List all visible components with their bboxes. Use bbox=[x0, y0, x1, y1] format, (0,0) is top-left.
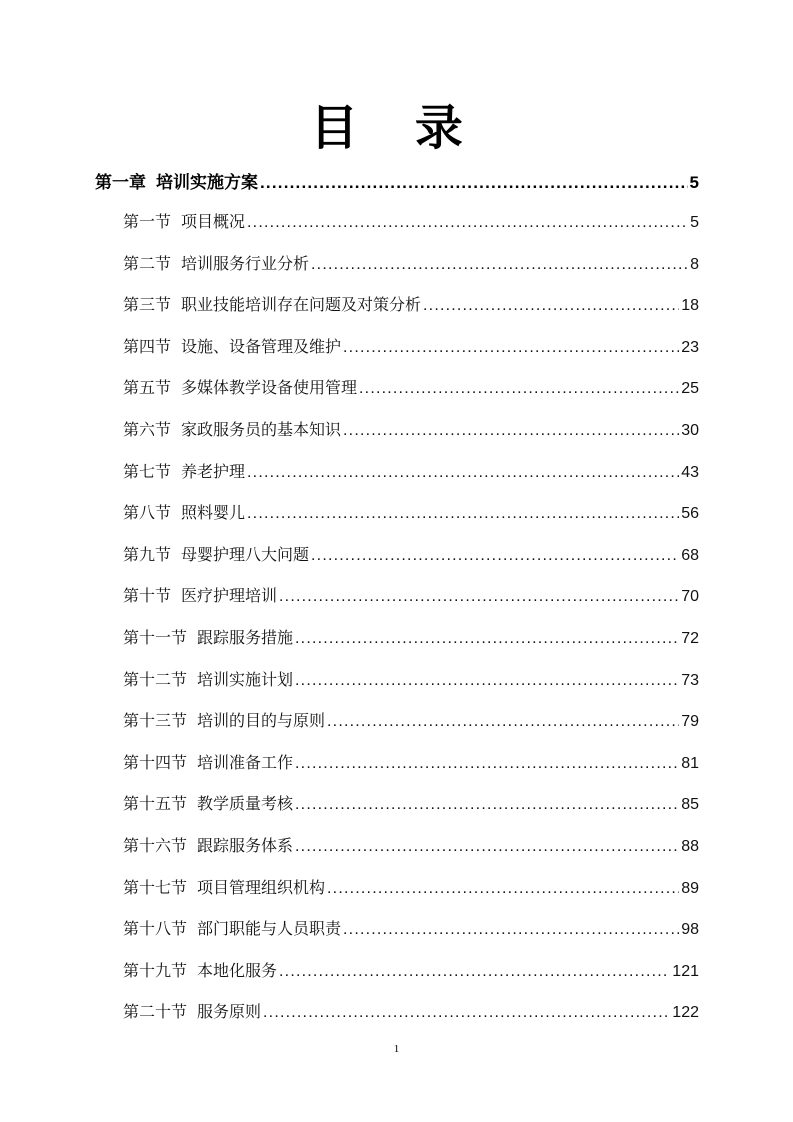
section-title: 项目管理组织机构 bbox=[197, 877, 326, 897]
page-number: 72 bbox=[681, 630, 699, 647]
page-number: 70 bbox=[681, 588, 699, 606]
section-title: 服务原则 bbox=[197, 1002, 262, 1022]
section-label bbox=[123, 999, 261, 1022]
leader-dots bbox=[343, 921, 679, 939]
leader-dots bbox=[279, 963, 670, 981]
page-number: 98 bbox=[681, 921, 699, 939]
section-title: 培训准备工作 bbox=[197, 752, 294, 772]
leader-dots bbox=[247, 214, 688, 232]
leader-dots bbox=[343, 422, 679, 440]
page-footer-number: 1 bbox=[393, 1043, 400, 1055]
section-label bbox=[123, 542, 309, 565]
toc-chapter-entry[interactable] bbox=[95, 168, 699, 193]
toc-section-entry[interactable] bbox=[123, 750, 699, 773]
page-number: 68 bbox=[681, 546, 699, 564]
leader-dots bbox=[260, 173, 688, 193]
page-number: 5 bbox=[690, 214, 699, 231]
toc-section-entry[interactable] bbox=[123, 459, 699, 482]
section-label bbox=[123, 708, 325, 731]
toc-section-entry[interactable] bbox=[123, 999, 699, 1022]
toc-section-entry[interactable] bbox=[123, 833, 699, 856]
toc-section-entry[interactable] bbox=[123, 875, 699, 898]
section-title: 家政服务员的基本知识 bbox=[181, 420, 342, 439]
section-title: 培训实施计划 bbox=[197, 669, 294, 689]
section-title: 部门职能与人员职责 bbox=[197, 919, 342, 939]
leader-dots bbox=[359, 380, 679, 398]
toc-section-entry[interactable] bbox=[123, 375, 699, 398]
section-title: 培训的目的与原则 bbox=[197, 711, 326, 731]
leader-dots bbox=[423, 297, 679, 315]
chapter-number: 第一章 bbox=[95, 173, 146, 193]
section-number: 第十四节 bbox=[123, 752, 188, 772]
section-number: 第四节 bbox=[123, 336, 172, 356]
page-number: 79 bbox=[681, 713, 699, 731]
section-number: 第十节 bbox=[123, 586, 172, 606]
section-number: 第十三节 bbox=[123, 711, 188, 731]
leader-dots bbox=[247, 505, 679, 523]
section-label bbox=[123, 459, 245, 482]
leader-dots bbox=[295, 796, 679, 814]
page-number: 23 bbox=[681, 338, 699, 356]
toc-section-entry[interactable] bbox=[123, 500, 699, 523]
section-title: 设施、设备管理及维护 bbox=[181, 336, 342, 356]
section-number: 第八节 bbox=[123, 503, 172, 523]
section-label bbox=[123, 292, 421, 315]
section-number: 第十八节 bbox=[123, 919, 188, 939]
section-number: 第七节 bbox=[123, 461, 172, 481]
leader-dots bbox=[279, 588, 679, 606]
section-label bbox=[123, 583, 277, 606]
toc-section-entry[interactable] bbox=[123, 958, 699, 981]
section-title: 母婴护理八大问题 bbox=[181, 544, 310, 564]
section-number: 第五节 bbox=[123, 378, 172, 398]
section-label bbox=[123, 750, 293, 773]
section-label bbox=[123, 334, 341, 357]
section-title: 跟踪服务措施 bbox=[197, 628, 294, 647]
section-number: 第十二节 bbox=[123, 669, 188, 689]
section-label bbox=[123, 209, 245, 232]
section-number: 第十六节 bbox=[123, 836, 188, 855]
page-number: 85 bbox=[681, 796, 699, 814]
section-label bbox=[123, 625, 293, 648]
section-number: 第九节 bbox=[123, 544, 172, 564]
toc-section-entry[interactable] bbox=[123, 292, 699, 315]
section-number: 第十一节 bbox=[123, 628, 188, 647]
page-number: 30 bbox=[681, 422, 699, 439]
section-number: 第一节 bbox=[123, 212, 172, 231]
chapter-title: 培训实施方案 bbox=[156, 173, 258, 193]
leader-dots bbox=[343, 339, 679, 357]
toc-section-entry[interactable] bbox=[123, 209, 699, 232]
section-label bbox=[123, 500, 245, 523]
section-number: 第六节 bbox=[123, 420, 172, 439]
page-number: 122 bbox=[672, 1004, 699, 1022]
toc-section-entry[interactable] bbox=[123, 542, 699, 565]
section-title: 职业技能培训存在问题及对策分析 bbox=[181, 295, 422, 315]
section-title: 多媒体教学设备使用管理 bbox=[181, 378, 358, 398]
section-title: 照料婴儿 bbox=[181, 503, 246, 523]
page-number: 89 bbox=[681, 879, 699, 897]
page-number: 43 bbox=[681, 463, 699, 481]
leader-dots bbox=[295, 672, 679, 690]
toc-section-entry[interactable] bbox=[123, 667, 699, 690]
toc-section-entry[interactable] bbox=[123, 791, 699, 814]
leader-dots bbox=[295, 630, 679, 648]
chapter-label bbox=[95, 168, 258, 193]
toc-section-entry[interactable] bbox=[123, 583, 699, 606]
section-label bbox=[123, 667, 293, 690]
leader-dots bbox=[247, 464, 679, 482]
page-number: 88 bbox=[681, 838, 699, 855]
page-number: 5 bbox=[689, 173, 699, 192]
section-number: 第二十节 bbox=[123, 1002, 188, 1022]
toc-section-entry[interactable] bbox=[123, 708, 699, 731]
section-label bbox=[123, 417, 341, 440]
section-label bbox=[123, 958, 277, 981]
section-label bbox=[123, 875, 325, 898]
page-number: 81 bbox=[681, 754, 699, 772]
leader-dots bbox=[295, 755, 679, 773]
section-title: 项目概况 bbox=[181, 212, 246, 231]
section-title: 本地化服务 bbox=[197, 960, 278, 980]
leader-dots bbox=[295, 838, 679, 856]
leader-dots bbox=[311, 547, 679, 565]
section-label bbox=[123, 791, 293, 814]
section-label bbox=[123, 375, 357, 398]
leader-dots bbox=[327, 713, 679, 731]
leader-dots bbox=[327, 880, 679, 898]
section-number: 第十七节 bbox=[123, 877, 188, 897]
section-label bbox=[123, 916, 341, 939]
page-number: 73 bbox=[681, 671, 699, 689]
toc-section-entry[interactable] bbox=[123, 417, 699, 440]
toc-section-entry[interactable] bbox=[123, 625, 699, 648]
page-number: 8 bbox=[690, 255, 699, 273]
section-number: 第三节 bbox=[123, 295, 172, 315]
section-title: 养老护理 bbox=[181, 461, 246, 481]
section-label bbox=[123, 251, 309, 274]
section-title: 教学质量考核 bbox=[197, 794, 294, 814]
page-number: 25 bbox=[681, 380, 699, 398]
page-number: 121 bbox=[672, 962, 699, 980]
section-title: 培训服务行业分析 bbox=[181, 253, 310, 273]
section-title: 跟踪服务体系 bbox=[197, 836, 294, 855]
page-number: 18 bbox=[681, 297, 699, 315]
toc-title: 目 录 bbox=[310, 100, 483, 156]
section-number: 第十五节 bbox=[123, 794, 188, 814]
toc-section-entry[interactable] bbox=[123, 251, 699, 274]
leader-dots bbox=[311, 256, 688, 274]
toc-section-entry[interactable] bbox=[123, 334, 699, 357]
section-number: 第十九节 bbox=[123, 960, 188, 980]
section-number: 第二节 bbox=[123, 253, 172, 273]
leader-dots bbox=[263, 1004, 670, 1022]
toc-section-entry[interactable] bbox=[123, 916, 699, 939]
section-label bbox=[123, 833, 293, 856]
page-number: 56 bbox=[681, 505, 699, 523]
section-title: 医疗护理培训 bbox=[181, 586, 278, 606]
